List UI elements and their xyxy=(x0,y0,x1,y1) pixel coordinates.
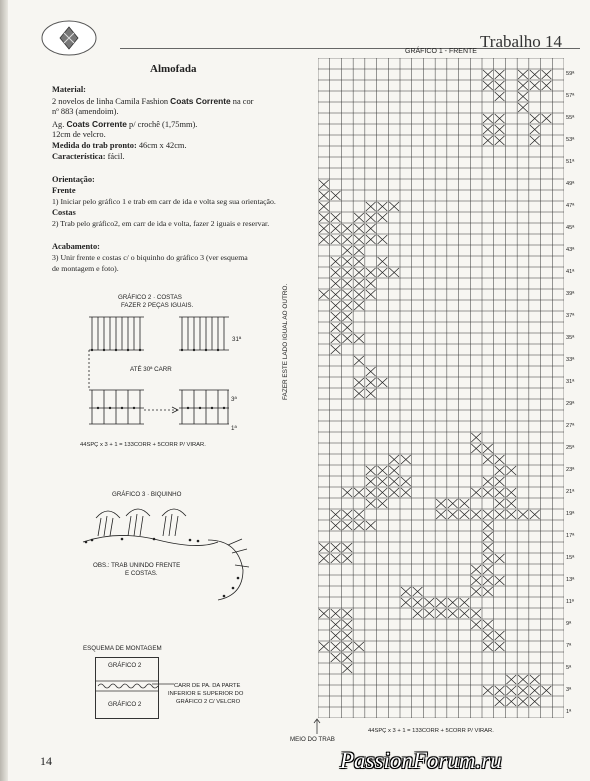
filled-cell-mark xyxy=(542,70,552,79)
filled-cell-mark xyxy=(366,378,376,387)
filled-cell-mark xyxy=(483,532,493,541)
filled-cell-mark xyxy=(342,543,352,552)
row-label: 37ª xyxy=(566,312,575,319)
material-line3 xyxy=(52,119,197,131)
grafico1-formula: 44SPÇ x 3 + 1 = 133CORR + 5CORR P/ VIRAR. xyxy=(368,728,494,734)
filled-cell-mark xyxy=(378,466,388,475)
grafico3-obs-line1: OBS.: TRAB UNINDO FRENTE xyxy=(93,562,181,569)
filled-cell-mark xyxy=(506,499,516,508)
filled-cell-mark xyxy=(506,686,516,695)
filled-cell-mark xyxy=(413,609,423,618)
grafico1-grid xyxy=(318,58,564,718)
filled-cell-mark xyxy=(495,466,505,475)
filled-cell-mark xyxy=(342,323,352,332)
filled-cell-mark xyxy=(342,257,352,266)
row-label: 35ª xyxy=(566,334,575,341)
filled-cell-mark xyxy=(389,268,399,277)
filled-cell-mark xyxy=(495,125,505,134)
filled-cell-mark xyxy=(342,246,352,255)
filled-cell-mark xyxy=(518,92,528,101)
filled-cell-mark xyxy=(495,697,505,706)
row-label: 33ª xyxy=(566,356,575,363)
filled-cell-mark xyxy=(342,510,352,519)
grafico1-meio: MEIO DO TRAB xyxy=(290,736,335,743)
filled-cell-mark xyxy=(331,334,341,343)
row-label: 9ª xyxy=(566,620,572,627)
frente-label: Frente xyxy=(52,186,76,195)
filled-cell-mark xyxy=(401,455,411,464)
row-label: 49ª xyxy=(566,180,575,187)
filled-cell-mark xyxy=(378,488,388,497)
filled-cell-mark xyxy=(389,466,399,475)
filled-cell-mark xyxy=(483,543,493,552)
filled-cell-mark xyxy=(506,697,516,706)
filled-cell-mark xyxy=(413,598,423,607)
filled-cell-mark xyxy=(342,279,352,288)
filled-cell-mark xyxy=(530,81,540,90)
filled-cell-mark xyxy=(331,213,341,222)
filled-cell-mark xyxy=(471,433,481,442)
filled-cell-mark xyxy=(378,499,388,508)
filled-cell-mark xyxy=(436,609,446,618)
velcro-seam-icon xyxy=(96,680,158,692)
filled-cell-mark xyxy=(319,191,329,200)
row-label: 57ª xyxy=(566,92,575,99)
row-label: 1ª xyxy=(566,708,572,715)
filled-cell-mark xyxy=(342,334,352,343)
filled-cell-mark xyxy=(471,620,481,629)
brand-name-2: Coats Corrente xyxy=(66,119,127,129)
row-label: 15ª xyxy=(566,554,575,561)
filled-cell-mark xyxy=(413,587,423,596)
filled-cell-mark xyxy=(354,510,364,519)
filled-cell-mark xyxy=(331,631,341,640)
grafico3-obs-line2: E COSTAS. xyxy=(125,570,158,577)
filled-cell-mark xyxy=(331,224,341,233)
filled-cell-mark xyxy=(401,488,411,497)
filled-cell-mark xyxy=(530,686,540,695)
filled-cell-mark xyxy=(495,554,505,563)
filled-cell-mark xyxy=(518,697,528,706)
filled-cell-mark xyxy=(354,290,364,299)
row-label: 17ª xyxy=(566,532,575,539)
filled-cell-mark xyxy=(506,466,516,475)
filled-cell-mark xyxy=(331,279,341,288)
filled-cell-mark xyxy=(354,356,364,365)
filled-cell-mark xyxy=(378,257,388,266)
brand-name: Coats Corrente xyxy=(170,96,231,106)
page-title: Trabalho 14 xyxy=(480,32,563,51)
filled-cell-mark xyxy=(495,642,505,651)
filled-cell-mark xyxy=(378,202,388,211)
filled-cell-mark xyxy=(401,587,411,596)
grafico3-diagram xyxy=(78,500,258,610)
header-rule xyxy=(120,48,580,49)
filled-cell-mark xyxy=(436,598,446,607)
filled-cell-mark xyxy=(354,257,364,266)
acabamento-line1: 3) Unir frente e costas c/ o biquinho do gráfico 3 (ver esquema xyxy=(52,253,248,262)
filled-cell-mark xyxy=(331,268,341,277)
filled-cell-mark xyxy=(354,488,364,497)
row-label: 25ª xyxy=(566,444,575,451)
page-spine xyxy=(0,0,8,781)
filled-cell-mark xyxy=(542,114,552,123)
size-label: Medida do trab pronto: xyxy=(52,141,137,150)
filled-cell-mark xyxy=(460,499,470,508)
filled-cell-mark xyxy=(483,510,493,519)
pointer-arrow-icon xyxy=(150,680,176,688)
filled-cell-mark xyxy=(354,389,364,398)
esquema-box xyxy=(95,657,159,719)
filled-cell-mark xyxy=(495,455,505,464)
filled-cell-mark xyxy=(319,202,329,211)
filled-cell-mark xyxy=(495,81,505,90)
filled-cell-mark xyxy=(342,521,352,530)
filled-cell-mark xyxy=(319,224,329,233)
filled-cell-mark xyxy=(483,642,493,651)
filled-cell-mark xyxy=(483,136,493,145)
filled-cell-mark xyxy=(495,92,505,101)
filled-cell-mark xyxy=(319,543,329,552)
filled-cell-mark xyxy=(448,598,458,607)
esquema-title: ESQUEMA DE MONTAGEM xyxy=(83,645,162,652)
filled-cell-mark xyxy=(354,642,364,651)
acabamento-heading: Acabamento: xyxy=(52,242,100,251)
filled-cell-mark xyxy=(354,334,364,343)
filled-cell-mark xyxy=(530,675,540,684)
filled-cell-mark xyxy=(483,565,493,574)
filled-cell-mark xyxy=(366,488,376,497)
row-label: 5ª xyxy=(566,664,572,671)
row-label: 19ª xyxy=(566,510,575,517)
filled-cell-mark xyxy=(483,576,493,585)
filled-cell-mark xyxy=(331,290,341,299)
row-label: 39ª xyxy=(566,290,575,297)
filled-cell-mark xyxy=(319,235,329,244)
filled-cell-mark xyxy=(319,180,329,189)
filled-cell-mark xyxy=(495,576,505,585)
filled-cell-mark xyxy=(354,224,364,233)
filled-cell-mark xyxy=(495,477,505,486)
filled-cell-mark xyxy=(542,686,552,695)
filled-cell-mark xyxy=(331,620,341,629)
filled-cell-mark xyxy=(342,631,352,640)
esquema-box-top: GRÁFICO 2 xyxy=(108,662,142,669)
filled-cell-mark xyxy=(471,587,481,596)
filled-cell-mark xyxy=(389,488,399,497)
filled-cell-mark xyxy=(518,103,528,112)
filled-cell-mark xyxy=(366,466,376,475)
row-label: 47ª xyxy=(566,202,575,209)
filled-cell-mark xyxy=(518,81,528,90)
row-label: 53ª xyxy=(566,136,575,143)
filled-cell-mark xyxy=(518,510,528,519)
grafico3-title: GRÁFICO 3 · BIQUINHO xyxy=(112,491,182,498)
size-line xyxy=(52,141,187,152)
filled-cell-mark xyxy=(436,499,446,508)
esquema-note-2: INFERIOR E SUPERIOR DO xyxy=(168,691,244,697)
filled-cell-mark xyxy=(471,444,481,453)
filled-cell-mark xyxy=(354,378,364,387)
filled-cell-mark xyxy=(319,554,329,563)
filled-cell-mark xyxy=(530,697,540,706)
filled-cell-mark xyxy=(495,510,505,519)
filled-cell-mark xyxy=(483,521,493,530)
grafico2-diagram xyxy=(84,312,244,442)
row-label: 21ª xyxy=(566,488,575,495)
filled-cell-mark xyxy=(378,235,388,244)
filled-cell-mark xyxy=(448,609,458,618)
filled-cell-mark xyxy=(483,125,493,134)
grafico2-formula: 44SPÇ x 3 + 1 = 133CORR + 5CORR P/ VIRAR. xyxy=(80,442,206,448)
watermark: PassionForum.ru xyxy=(340,748,502,773)
filled-cell-mark xyxy=(483,114,493,123)
filled-cell-mark xyxy=(366,499,376,508)
filled-cell-mark xyxy=(342,301,352,310)
row-label: 59ª xyxy=(566,70,575,77)
costas-text: 2) Trab pelo gráfico2, em carr de ida e volta, fazer 2 iguais e reservar. xyxy=(52,219,270,228)
filled-cell-mark xyxy=(319,642,329,651)
filled-cell-mark xyxy=(460,598,470,607)
row-label: 55ª xyxy=(566,114,575,121)
filled-cell-mark xyxy=(495,488,505,497)
filled-cell-mark xyxy=(530,70,540,79)
row-label: 13ª xyxy=(566,576,575,583)
filled-cell-mark xyxy=(471,576,481,585)
filled-cell-mark xyxy=(354,279,364,288)
row-label: 29ª xyxy=(566,400,575,407)
filled-cell-mark xyxy=(354,268,364,277)
filled-cell-mark xyxy=(518,675,528,684)
filled-cell-mark xyxy=(342,554,352,563)
filled-cell-mark xyxy=(483,477,493,486)
filled-cell-mark xyxy=(378,268,388,277)
filled-cell-mark xyxy=(319,213,329,222)
row-label: 3ª xyxy=(566,686,572,693)
filled-cell-mark xyxy=(530,136,540,145)
filled-cell-mark xyxy=(342,290,352,299)
filled-cell-mark xyxy=(366,367,376,376)
filled-cell-mark xyxy=(483,587,493,596)
filled-cell-mark xyxy=(401,477,411,486)
filled-cell-mark xyxy=(389,477,399,486)
magazine-logo-icon xyxy=(40,18,98,58)
feature-line xyxy=(52,152,125,163)
filled-cell-mark xyxy=(483,70,493,79)
filled-cell-mark xyxy=(354,213,364,222)
filled-cell-mark xyxy=(389,455,399,464)
size-value: 46cm x 42cm. xyxy=(138,141,187,150)
filled-cell-mark xyxy=(530,125,540,134)
filled-cell-mark xyxy=(354,235,364,244)
filled-cell-mark xyxy=(378,378,388,387)
material-line1-end: na cor xyxy=(232,97,254,106)
filled-cell-mark xyxy=(483,81,493,90)
page-number: 14 xyxy=(40,754,52,768)
filled-cell-mark xyxy=(460,510,470,519)
filled-cell-mark xyxy=(460,609,470,618)
filled-cell-mark xyxy=(378,477,388,486)
filled-cell-mark xyxy=(483,554,493,563)
filled-cell-mark xyxy=(483,488,493,497)
acabamento-line2: de montagem e foto). xyxy=(52,264,119,273)
filled-cell-mark xyxy=(436,510,446,519)
filled-cell-mark xyxy=(366,521,376,530)
filled-cell-mark xyxy=(471,565,481,574)
filled-cell-mark xyxy=(483,455,493,464)
filled-cell-mark xyxy=(495,686,505,695)
filled-cell-mark xyxy=(518,70,528,79)
filled-cell-mark xyxy=(424,609,434,618)
filled-cell-mark xyxy=(319,609,329,618)
filled-cell-mark xyxy=(331,653,341,662)
filled-cell-mark xyxy=(366,477,376,486)
filled-cell-mark xyxy=(366,224,376,233)
filled-cell-mark xyxy=(366,290,376,299)
middle-arrow-icon xyxy=(310,718,324,736)
filled-cell-mark xyxy=(331,301,341,310)
grafico2-until: ATÉ 30ª CARR xyxy=(130,366,172,373)
filled-cell-mark xyxy=(331,257,341,266)
grafico2-row-3: 3ª xyxy=(231,396,237,403)
filled-cell-mark xyxy=(342,664,352,673)
row-label: 41ª xyxy=(566,268,575,275)
row-label: 43ª xyxy=(566,246,575,253)
grafico1-side-note: FAZER ESTE LADO IGUAL AO OUTRO. xyxy=(282,283,289,400)
filled-cell-mark xyxy=(354,521,364,530)
filled-cell-mark xyxy=(354,246,364,255)
grafico2-subtitle: FAZER 2 PEÇAS IGUAIS. xyxy=(121,302,194,309)
filled-cell-mark xyxy=(542,81,552,90)
esquema-note-3: GRÁFICO 2 C/ VELCRO xyxy=(176,699,241,705)
filled-cell-mark xyxy=(331,609,341,618)
orientacao-heading: Orientação: xyxy=(52,175,95,184)
filled-cell-mark xyxy=(342,620,352,629)
filled-cell-mark xyxy=(389,202,399,211)
filled-cell-mark xyxy=(354,301,364,310)
filled-cell-mark xyxy=(448,499,458,508)
material-heading: Material: xyxy=(52,85,86,94)
filled-cell-mark xyxy=(483,686,493,695)
filled-cell-mark xyxy=(483,444,493,453)
filled-cell-mark xyxy=(342,268,352,277)
filled-cell-mark xyxy=(331,312,341,321)
filled-cell-mark xyxy=(448,510,458,519)
grafico1-title: GRÁFICO 1 - FRENTE xyxy=(405,48,477,55)
filled-cell-mark xyxy=(319,290,329,299)
filled-cell-mark xyxy=(331,642,341,651)
esquema-box-bottom: GRÁFICO 2 xyxy=(108,701,142,708)
filled-cell-mark xyxy=(530,114,540,123)
material-line3-end: p/ crochê (1,75mm). xyxy=(129,120,198,129)
feature-label: Característica: xyxy=(52,152,106,161)
filled-cell-mark xyxy=(366,213,376,222)
filled-cell-mark xyxy=(342,642,352,651)
filled-cell-mark xyxy=(495,499,505,508)
filled-cell-mark xyxy=(331,510,341,519)
row-label: 7ª xyxy=(566,642,572,649)
filled-cell-mark xyxy=(506,675,516,684)
row-label: 51ª xyxy=(566,158,575,165)
filled-cell-mark xyxy=(366,202,376,211)
row-label: 11ª xyxy=(566,598,574,605)
filled-cell-mark xyxy=(530,510,540,519)
filled-cell-mark xyxy=(331,345,341,354)
filled-cell-mark xyxy=(471,488,481,497)
filled-cell-mark xyxy=(366,389,376,398)
filled-cell-mark xyxy=(331,554,341,563)
feature-value: fácil. xyxy=(107,152,125,161)
frente-text: 1) Iniciar pelo gráfico 1 e trab em carr de ida e volta seg sua orientação. xyxy=(52,197,276,206)
filled-cell-mark xyxy=(342,235,352,244)
filled-cell-mark xyxy=(401,598,411,607)
material-line1-text: 2 novelos de linha Camila Fashion xyxy=(52,97,169,106)
grafico2-row-1: 1ª xyxy=(231,425,237,432)
section-title: Almofada xyxy=(150,63,197,75)
filled-cell-mark xyxy=(366,268,376,277)
filled-cell-mark xyxy=(342,609,352,618)
filled-cell-mark xyxy=(331,235,341,244)
filled-cell-mark xyxy=(331,521,341,530)
row-label: 27ª xyxy=(566,422,575,429)
filled-cell-mark xyxy=(471,510,481,519)
material-line2: nº 883 (amendoim). xyxy=(52,107,119,116)
filled-cell-mark xyxy=(342,312,352,321)
filled-cell-mark xyxy=(342,653,352,662)
filled-cell-mark xyxy=(483,631,493,640)
filled-cell-mark xyxy=(495,114,505,123)
grafico2-row-top: 31ª xyxy=(232,336,242,343)
filled-cell-mark xyxy=(378,213,388,222)
filled-cell-mark xyxy=(518,686,528,695)
filled-cell-mark xyxy=(331,191,341,200)
filled-cell-mark xyxy=(366,279,376,288)
filled-cell-mark xyxy=(424,598,434,607)
material-line3-prefix: Ag. xyxy=(52,120,65,129)
filled-cell-mark xyxy=(366,235,376,244)
costas-label: Costas xyxy=(52,208,76,217)
esquema-note-1: CARR DE PA. DA PARTE xyxy=(174,683,241,689)
filled-cell-mark xyxy=(342,224,352,233)
filled-cell-mark xyxy=(331,323,341,332)
filled-cell-mark xyxy=(331,543,341,552)
filled-cell-mark xyxy=(483,620,493,629)
filled-cell-mark xyxy=(495,631,505,640)
filled-cell-mark xyxy=(342,488,352,497)
row-label: 45ª xyxy=(566,224,575,231)
material-line4: 12cm de velcro. xyxy=(52,130,106,139)
material-line1 xyxy=(52,96,253,108)
row-label: 31ª xyxy=(566,378,575,385)
filled-cell-mark xyxy=(471,609,481,618)
row-label: 23ª xyxy=(566,466,575,473)
filled-cell-mark xyxy=(506,488,516,497)
filled-cell-mark xyxy=(506,510,516,519)
grafico2-title: GRÁFICO 2 · COSTAS xyxy=(118,294,182,301)
filled-cell-mark xyxy=(495,70,505,79)
filled-cell-mark xyxy=(495,136,505,145)
